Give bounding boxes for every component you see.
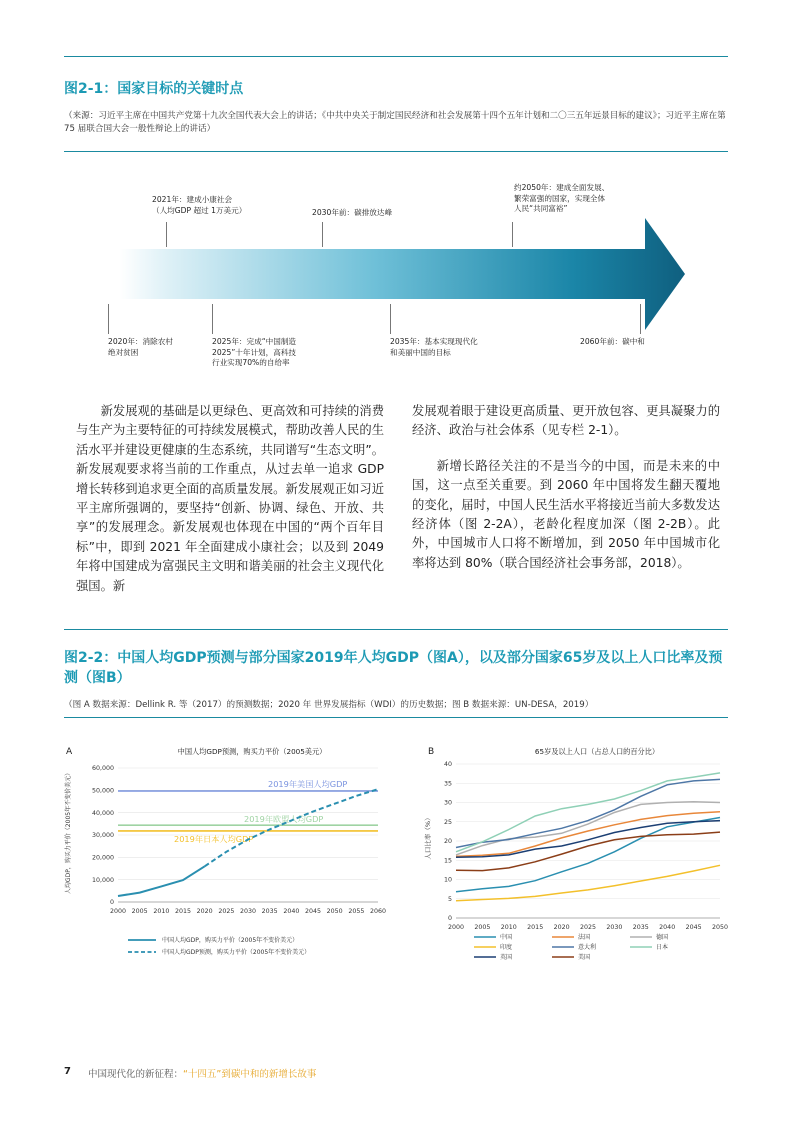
chart-a-ytick-label: 20,000 <box>91 854 114 862</box>
fig2-title: 图2-2：中国人均GDP预测与部分国家2019年人均GDP（图A），以及部分国家65岁及以上人口比率及预测（图B） <box>64 650 723 686</box>
chart-a-xtick-label: 2040 <box>283 908 300 915</box>
chart-b-xtick-label: 2005 <box>474 924 491 931</box>
chart-a-legend-label: 中国人均GDP预测，购买力平价（2005年不变价美元） <box>162 949 311 957</box>
timeline-arrow <box>100 200 700 330</box>
chart-b-xtick-label: 2010 <box>500 924 517 931</box>
chart-a-xtick-label: 2050 <box>326 908 343 915</box>
fig2-source: （图 A 数据来源：Dellink R. 等（2017）的预测数据；2020 年 世界发展指标（WDI）的历史数据；图 B 数据来源：UN-DESA，2019） <box>64 700 594 710</box>
chart-a-refline-label: 2019年美国人均GDP <box>268 779 348 790</box>
chart-a-ylabel: 人均GDP，购买力平价（2005年不变价美元） <box>65 769 72 895</box>
chart-a-ytick-label: 10,000 <box>91 876 114 884</box>
chart-a-legend-label: 中国人均GDP，购买力平价（2005年不变价美元） <box>162 937 299 945</box>
chart-a-ytick-label: 40,000 <box>91 809 114 817</box>
chart-b-panel-label: B <box>428 747 435 757</box>
chart-b-series-line <box>456 821 720 858</box>
chart-a-refline-label: 2019年日本人均GDP <box>174 833 254 844</box>
chart-a-xtick-label: 2035 <box>261 908 278 915</box>
body-right-paragraph-2: 新增长路径关注的不是当今的中国，而是未来的中国，这一点至关重要。到 2060 年中国将发生翻天覆地的变化，届时，中国人民生活水平将接近当前大多数发达经济体（图 2-2A），老龄化程度加深（图 2-2B）。此外，中国城市人口将不断增加，到 2050 年中国城市化率将达到 80%（联合国经济社会事务部，2018）。 <box>412 458 720 570</box>
chart-a-legend <box>128 936 310 956</box>
chart-b-series-line <box>456 779 720 847</box>
chart-b-legend-label: 日本 <box>656 944 669 952</box>
chart-a-refline-label: 2019年欧盟人均GDP <box>244 814 324 825</box>
chart-b-ytick-label: 10 <box>443 876 452 884</box>
chart-b <box>422 742 742 972</box>
chart-a-ytick-label: 0 <box>109 899 114 907</box>
milestone-2030: 2030年前：碳排放达峰 <box>312 208 393 217</box>
fig1-title: 图2-1：国家目标的关键时点 <box>64 81 244 97</box>
chart-a-xtick-label: 2000 <box>109 908 127 915</box>
chart-a-series-line <box>118 866 205 896</box>
footer-title <box>88 1066 316 1080</box>
chart-b-ytick-label: 25 <box>443 818 452 826</box>
chart-a <box>62 742 392 972</box>
body-right-column <box>412 402 720 589</box>
milestone-2050: 约2050年：建成全面发展、 繁荣富强的国家，实现全体 人民“共同富裕” <box>514 183 610 213</box>
chart-a-xtick-label: 2005 <box>131 908 148 915</box>
chart-b-title: 65岁及以上人口（占总人口的百分比） <box>534 747 660 756</box>
chart-b-xtick-label: 2000 <box>447 924 465 931</box>
chart-b-legend-label: 德国 <box>656 934 669 942</box>
tick-2020 <box>108 304 109 334</box>
body-left-paragraph: 新发展观的基础是以更绿色、更高效和可持续的消费与生产为主要特征的可持续发展模式，帮助改善人民的生活水平并建设更健康的生态系统，共同谱写“生态文明”。新发展观要求将当前的工作重点，从过去单一追求 GDP 增长转移到追求更全面的高质量发展。新发展观正如习近平主席所强调的，要坚持“创新、协调、绿色、开放、共享”的发展理念。新发展观也体现在中国的“两个百年目标”中，即到 2021 年全面建成小康社会；以及到 2049 年将中国建成为富强民主文明和谐美丽的社会主义现代化强国。新 <box>76 404 384 593</box>
chart-b-xtick-label: 2015 <box>527 924 544 931</box>
chart-b-ytick-label: 15 <box>443 857 452 865</box>
chart-a-xtick-label: 2025 <box>218 908 235 915</box>
milestone-2035: 2035年：基本实现现代化 和美丽中国的目标 <box>390 337 478 357</box>
chart-a-xtick-label: 2045 <box>304 908 322 915</box>
chart-b-ylabel: 人口比率（%） <box>424 814 432 860</box>
milestone-2025: 2025年：完成“中国制造 2025”十年计划，高科技 行业实现70%的自给率 <box>212 337 297 367</box>
chart-a-ytick-label: 50,000 <box>91 787 114 795</box>
chart-a-reference-lines <box>118 779 378 844</box>
chart-a-ytick-label: 60,000 <box>91 765 114 773</box>
fig1-source-rule <box>64 151 728 152</box>
chart-a-xtick-label: 2020 <box>196 908 213 915</box>
chart-b-legend-label: 英国 <box>500 954 513 962</box>
chart-b-ytick-label: 20 <box>443 838 452 846</box>
chart-a-xtick-label: 2030 <box>239 908 257 915</box>
chart-a-xtick-label: 2010 <box>153 908 170 915</box>
chart-a-series-line <box>205 789 378 866</box>
chart-b-xtick-label: 2025 <box>579 924 597 931</box>
tick-2035 <box>390 304 391 334</box>
tick-2050 <box>512 222 513 247</box>
chart-b-xtick-label: 2040 <box>659 924 676 931</box>
chart-b-xtick-label: 2035 <box>632 924 649 931</box>
top-rule <box>64 56 728 57</box>
fig2-top-rule <box>64 629 728 630</box>
chart-b-xtick-label: 2050 <box>711 924 729 931</box>
milestone-2060: 2060年前：碳中和 <box>580 337 645 346</box>
chart-b-legend-label: 意大利 <box>578 944 597 952</box>
fig1-source: （来源：习近平主席在中国共产党第十九次全国代表大会上的讲话；《中共中央关于制定国民经济和社会发展第十四个五年计划和二〇三五年远景目标的建议》；习近平主席在第 75 届联合国大会一般性辩论上的讲话） <box>64 111 726 134</box>
chart-b-xtick-label: 2030 <box>606 924 623 931</box>
tick-2025 <box>212 304 213 334</box>
footer-highlight: “十四五”到碳中和的新增长故事 <box>183 1069 317 1080</box>
chart-b-ytick-label: 40 <box>443 761 452 769</box>
chart-a-xtick-label: 2055 <box>348 908 365 915</box>
chart-b-ytick-label: 35 <box>443 780 452 788</box>
chart-b-legend <box>474 933 668 961</box>
milestone-2020: 2020年：消除农村 绝对贫困 <box>108 337 173 357</box>
chart-a-xtick-label: 2060 <box>369 908 387 915</box>
chart-b-xtick-label: 2045 <box>685 924 702 931</box>
tick-2060 <box>640 304 641 334</box>
chart-b-series-line <box>456 802 720 855</box>
body-left-column <box>76 402 384 612</box>
chart-b-ytick-label: 0 <box>447 915 452 923</box>
footer-prefix: 中国现代化的新征程： <box>88 1069 184 1080</box>
chart-a-panel-label: A <box>66 747 73 757</box>
fig2-source-rule <box>64 717 728 718</box>
chart-b-ytick-label: 30 <box>443 799 452 807</box>
chart-b-legend-label: 中国 <box>500 934 513 942</box>
chart-a-title: 中国人均GDP预测，购买力平价（2005美元） <box>177 747 327 756</box>
chart-b-series-line <box>456 865 720 900</box>
chart-b-legend-label: 印度 <box>500 944 513 952</box>
body-right-paragraph-1: 发展观着眼于建设更高质量、更开放包容、更具凝聚力的经济、政治与社会体系（见专栏 2-1）。 <box>412 404 720 438</box>
chart-b-xtick-label: 2020 <box>553 924 570 931</box>
chart-b-ytick-label: 5 <box>447 895 452 903</box>
chart-a-ytick-label: 30,000 <box>91 832 114 840</box>
tick-2030 <box>322 222 323 247</box>
chart-a-xtick-label: 2015 <box>174 908 192 915</box>
tick-2021 <box>166 222 167 247</box>
chart-b-series <box>456 773 720 901</box>
chart-b-legend-label: 美国 <box>578 954 591 962</box>
page-number: 7 <box>64 1066 71 1077</box>
milestone-2021: 2021年：建成小康社会 （人均GDP 超过 1万美元） <box>152 195 247 215</box>
chart-b-legend-label: 法国 <box>578 934 591 942</box>
chart-b-series-line <box>456 832 720 871</box>
